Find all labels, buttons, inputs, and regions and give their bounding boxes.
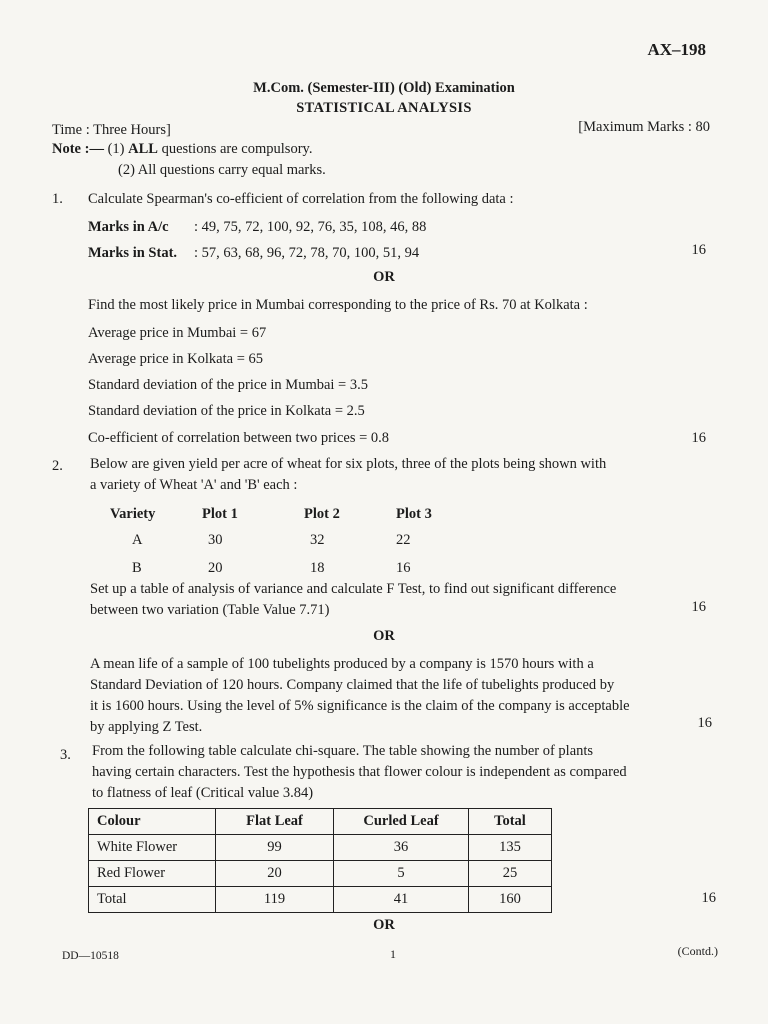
q2-text-line-2: a variety of Wheat 'A' and 'B' each : [90,477,298,493]
q1-alt-line: Co-efficient of correlation between two prices = 0.8 [88,430,390,446]
q1-alt-text: Find the most likely price in Mumbai corresponding to the price of Rs. 70 at Kolkata : [88,297,588,313]
q1-row-1 [88,218,426,237]
max-marks: [Maximum Marks : 80 [578,119,710,135]
q1-text: Calculate Spearman's co-efficient of correlation from the following data : [88,191,514,207]
q2-alt-line-4: by applying Z Test. [90,719,203,735]
q2-cell: 18 [310,559,325,576]
q3-text-line-2: having certain characters. Test the hypothesis that flower colour is independent as compared [92,764,627,780]
q2-alt-line-3: it is 1600 hours. Using the level of 5% significance is the claim of the company is acceptable [90,698,630,714]
chi-square-cell: Red Flower [89,861,216,887]
q1-or: OR [373,269,395,285]
q3-text-line-3: to flatness of leaf (Critical value 3.84) [92,785,314,801]
chi-square-row [89,835,552,861]
note-line-1 [52,140,312,159]
chi-square-cell: 5 [334,861,469,887]
q1-number: 1. [52,191,63,207]
q1-alt-line: Standard deviation of the price in Mumbai = 3.5 [88,377,368,393]
q2-after-line-1: Set up a table of analysis of variance and calculate F Test, to find out significant difference [90,581,617,597]
chi-square-header-cell: Colour [89,809,216,835]
q2-header-cell: Plot 3 [396,506,432,522]
q2-cell: 16 [396,559,411,576]
q2-header-cell: Plot 2 [304,506,340,522]
note-1-text: questions are compulsory. [161,141,313,157]
q3-or: OR [373,917,395,933]
contd-label: (Contd.) [677,944,718,958]
time-label: Time : Three Hours] [52,122,171,138]
q2-cell: B [132,559,142,576]
q1-alt-line: Average price in Mumbai = 67 [88,325,267,341]
q2-number: 2. [52,458,63,474]
page-number: 1 [390,947,396,961]
note-1-number: (1) [107,141,125,157]
note-label: Note :— [52,141,104,157]
chi-square-cell: 160 [469,887,552,913]
q2-cell: A [132,531,143,548]
footer-code: DD—10518 [62,950,119,962]
q1-marks: 16 [691,242,706,258]
q1-row-2-label: Marks in Stat. [88,245,178,261]
chi-square-header-cell: Curled Leaf [334,809,469,835]
chi-square-row [89,861,552,887]
q1-row-2-values: : 57, 63, 68, 96, 72, 78, 70, 100, 51, 94 [194,245,420,261]
q2-or: OR [373,628,395,644]
q1-row-1-values: : 49, 75, 72, 100, 92, 76, 35, 108, 46, 88 [194,219,427,235]
q2-marks: 16 [691,599,706,615]
q2-header-cell: Plot 1 [202,506,238,522]
q2-cell: 22 [396,531,411,548]
chi-square-row [89,887,552,913]
chi-square-cell: White Flower [89,835,216,861]
q3-number: 3. [60,747,71,763]
chi-square-cell: 25 [469,861,552,887]
chi-square-cell: 135 [469,835,552,861]
chi-square-header-cell: Flat Leaf [216,809,334,835]
q2-table-header [110,503,466,526]
subject-title: STATISTICAL ANALYSIS [296,100,472,116]
chi-square-table [88,808,552,913]
q2-alt-marks: 16 [697,715,712,731]
q3-marks: 16 [701,890,716,906]
q1-row-2 [88,244,419,263]
q3-text-line-1: From the following table calculate chi-square. The table showing the number of plants [92,743,594,759]
q1-alt-marks: 16 [691,430,706,446]
chi-square-cell: 20 [216,861,334,887]
q2-after-line-2: between two variation (Table Value 7.71) [90,602,330,618]
q2-table [110,503,466,582]
chi-square-cell: Total [89,887,216,913]
chi-square-header-cell: Total [469,809,552,835]
paper-code: AX–198 [647,40,706,59]
chi-square-header-row [89,809,552,835]
note-line-2: (2) All questions carry equal marks. [118,162,326,178]
q1-row-1-label: Marks in A/c [88,219,169,235]
exam-title: M.Com. (Semester-III) (Old) Examination [253,80,515,96]
chi-square-cell: 99 [216,835,334,861]
q2-cell: 30 [208,531,223,548]
chi-square-cell: 36 [334,835,469,861]
note-1-bold: ALL [128,141,158,157]
q2-cell: 20 [208,559,223,576]
q2-alt-line-2: Standard Deviation of 120 hours. Company claimed that the life of tubelights produced by [90,677,615,693]
q1-alt-line: Average price in Kolkata = 65 [88,351,263,367]
q2-text-line-1: Below are given yield per acre of wheat for six plots, three of the plots being shown with [90,456,607,472]
chi-square-cell: 119 [216,887,334,913]
q2-table-row [110,526,466,554]
chi-square-cell: 41 [334,887,469,913]
q2-alt-line-1: A mean life of a sample of 100 tubelights produced by a company is 1570 hours with a [90,656,594,672]
q2-table-row [110,554,466,582]
q2-cell: 32 [310,531,325,548]
q1-alt-line: Standard deviation of the price in Kolkata = 2.5 [88,403,365,419]
q2-header-cell: Variety [110,506,156,522]
